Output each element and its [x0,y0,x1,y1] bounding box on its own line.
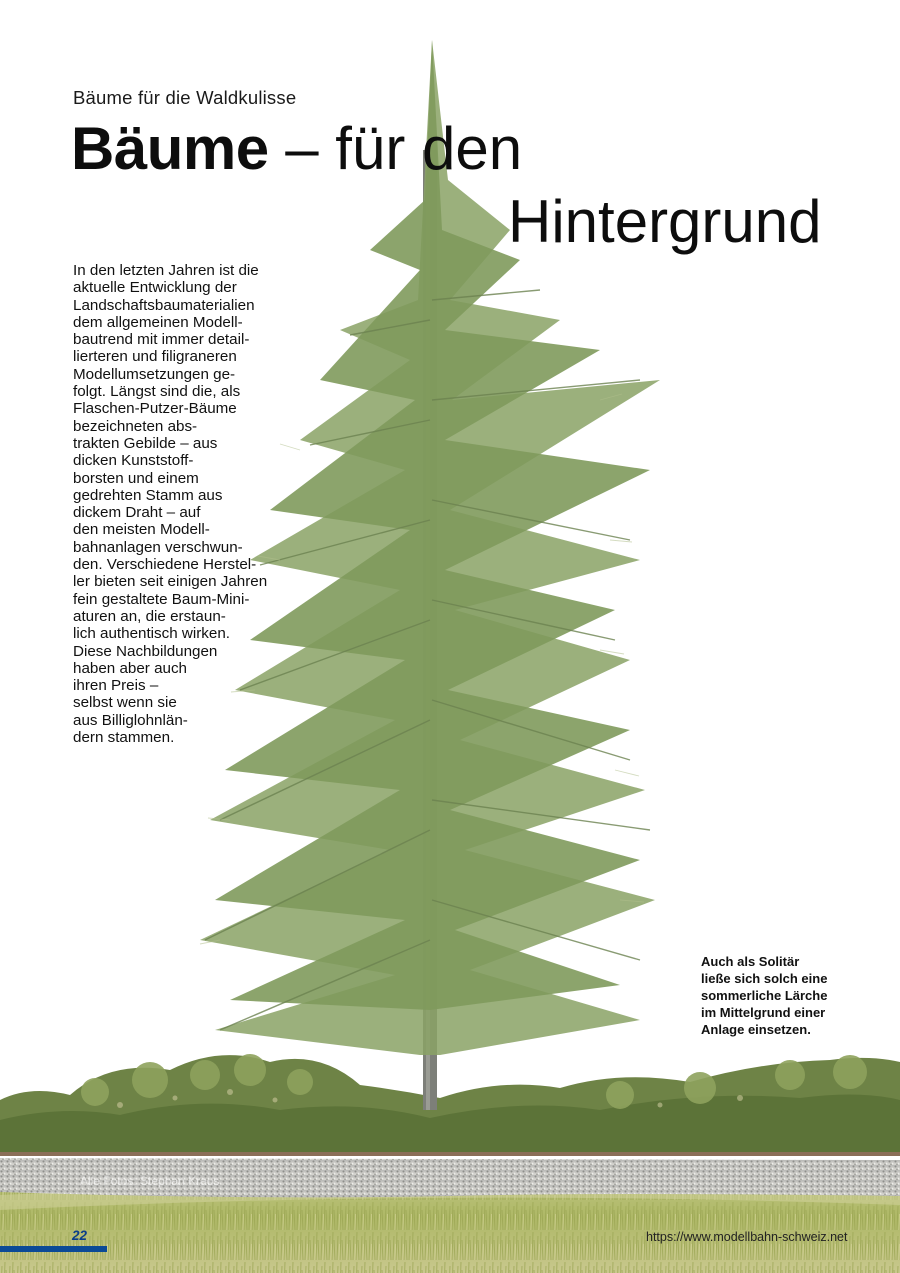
body-line: dickem Draht – auf [73,504,201,522]
body-line: In den letzten Jahren ist die [73,262,259,279]
article-kicker: Bäume für die Waldkulisse [73,87,297,108]
body-line: bautrend mit immer detail- [73,331,250,349]
body-line: dem allgemeinen Modell- [73,313,243,331]
body-line: fein gestaltete Baum-Mini- [73,590,250,608]
website-link[interactable]: https://www.modellbahn-schweiz.net [646,1230,848,1244]
body-line: lierteren und filigraneren [73,348,237,366]
body-line: gedrehten Stamm aus [73,486,223,504]
body-line: trakten Gebilde – aus [73,434,218,452]
body-line: den. Verschiedene Herstel- [73,556,257,574]
title-light-part: – für den [268,115,523,182]
body-line: dicken Kunststoff- [73,452,194,470]
body-line: ihren Preis – [73,677,159,695]
caption-line: sommerliche Lärche [701,988,828,1003]
body-line: bezeichneten abs- [73,417,198,435]
body-line: aus Billiglohnlän- [73,711,188,729]
body-line: bahnanlagen verschwun- [73,538,243,556]
article-title [71,112,522,186]
photo-credit: Alle Fotos: Stephan Kraus [80,1174,220,1188]
bushes-icon [0,1054,900,1152]
page-accent-bar [0,1246,107,1252]
body-line: Diese Nachbildungen [73,642,218,660]
body-line: ler bieten seit einigen Jahren [73,573,268,591]
body-line: den meisten Modell- [73,521,210,539]
body-line: borsten und einem [73,469,199,487]
title-bold-word: Bäume [71,115,269,182]
body-line: aktuelle Entwicklung der [73,279,237,297]
body-line: haben aber auch [73,659,188,677]
body-line: aturen an, die erstaun- [73,607,226,625]
caption-line: Anlage einsetzen. [701,1022,811,1037]
body-line: selbst wenn sie [73,694,177,712]
caption-line: ließe sich solch eine [701,971,828,986]
body-line: lich authentisch wirken. [73,625,231,643]
body-line: folgt. Längst sind die, als [73,383,241,401]
body-line: Modellumsetzungen ge- [73,365,236,383]
caption-line: Auch als Solitär [701,954,800,969]
body-line: dern stammen. [73,729,175,747]
article-body [73,262,267,746]
title-second-line: Hintergrund [508,188,822,255]
caption-line: im Mittelgrund einer [701,1005,826,1020]
photo-caption [701,953,827,1038]
body-line: Flaschen-Putzer-Bäume [73,400,237,418]
page-number: 22 [72,1228,88,1243]
body-line: Landschaftsbaumaterialien [73,296,255,314]
